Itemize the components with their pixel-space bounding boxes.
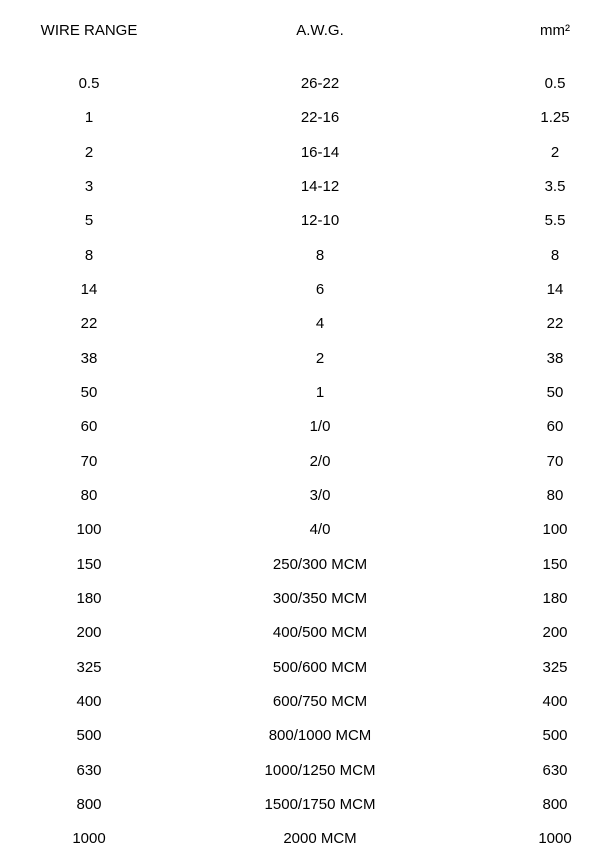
awg-cell: 14-12 [300, 177, 340, 195]
column-header-wire-range: WIRE RANGE [40, 21, 138, 39]
awg-cell: 1500/1750 MCM [264, 796, 376, 814]
table-row [0, 788, 612, 822]
mm2-cell: 0.5 [544, 74, 566, 92]
mm2-cell: 22 [546, 315, 564, 333]
awg-cell: 400/500 MCM [272, 624, 368, 642]
wire-range-cell: 0.5 [78, 74, 100, 92]
table-row [0, 136, 612, 170]
mm2-cell: 1.25 [540, 109, 570, 127]
awg-cell: 250/300 MCM [272, 555, 368, 573]
wire-range-cell: 80 [80, 487, 98, 505]
mm2-cell: 50 [546, 384, 564, 402]
table-body [0, 67, 612, 857]
mm2-cell: 80 [546, 487, 564, 505]
awg-cell: 1000/1250 MCM [264, 761, 376, 779]
column-header-awg: A.W.G. [296, 21, 344, 39]
awg-cell: 2/0 [309, 452, 331, 470]
table-row [0, 342, 612, 376]
awg-cell: 22-16 [300, 109, 340, 127]
wire-range-cell: 800 [76, 796, 102, 814]
mm2-cell: 3.5 [544, 177, 566, 195]
wire-range-cell: 5 [84, 212, 94, 230]
wire-range-cell: 3 [84, 177, 94, 195]
table-row [0, 720, 612, 754]
mm2-cell: 800 [542, 796, 568, 814]
mm2-cell: 150 [542, 555, 568, 573]
table-row [0, 307, 612, 341]
mm2-cell: 630 [542, 761, 568, 779]
column-header-mm2: mm² [540, 21, 570, 39]
wire-range-cell: 325 [76, 658, 102, 676]
table-row [0, 582, 612, 616]
awg-cell: 4/0 [309, 521, 331, 539]
wire-range-cell: 60 [80, 418, 98, 436]
table-row [0, 410, 612, 444]
table-header-row [0, 20, 612, 42]
awg-cell: 500/600 MCM [272, 658, 368, 676]
mm2-cell: 38 [546, 349, 564, 367]
mm2-cell: 200 [542, 624, 568, 642]
awg-cell: 26-22 [300, 74, 340, 92]
awg-cell: 16-14 [300, 143, 340, 161]
mm2-cell: 5.5 [544, 212, 566, 230]
table-row [0, 67, 612, 101]
table-row [0, 513, 612, 547]
table-row [0, 376, 612, 410]
awg-cell: 1 [315, 384, 325, 402]
wire-range-cell: 200 [76, 624, 102, 642]
table-row [0, 651, 612, 685]
awg-cell: 12-10 [300, 212, 340, 230]
wire-range-cell: 400 [76, 693, 102, 711]
mm2-cell: 2 [550, 143, 560, 161]
table-row [0, 170, 612, 204]
table-row [0, 273, 612, 307]
mm2-cell: 100 [542, 521, 568, 539]
table-row [0, 479, 612, 513]
table-row [0, 823, 612, 857]
mm2-cell: 180 [542, 590, 568, 608]
wire-range-cell: 50 [80, 384, 98, 402]
mm2-cell: 325 [542, 658, 568, 676]
mm2-cell: 400 [542, 693, 568, 711]
wire-range-cell: 14 [80, 280, 98, 298]
table-row [0, 239, 612, 273]
awg-cell: 800/1000 MCM [268, 727, 372, 745]
awg-cell: 4 [315, 315, 325, 333]
wire-range-cell: 22 [80, 315, 98, 333]
wire-range-cell: 1 [84, 109, 94, 127]
mm2-cell: 14 [546, 280, 564, 298]
awg-cell: 2 [315, 349, 325, 367]
table-row [0, 204, 612, 238]
wire-range-cell: 150 [76, 555, 102, 573]
awg-cell: 600/750 MCM [272, 693, 368, 711]
awg-cell: 2000 MCM [283, 830, 357, 848]
mm2-cell: 60 [546, 418, 564, 436]
wire-range-cell: 2 [84, 143, 94, 161]
table-row [0, 754, 612, 788]
table-row [0, 445, 612, 479]
wire-range-cell: 100 [76, 521, 102, 539]
table-row [0, 685, 612, 719]
mm2-cell: 500 [542, 727, 568, 745]
wire-range-cell: 8 [84, 246, 94, 264]
awg-cell: 6 [315, 280, 325, 298]
table-row [0, 101, 612, 135]
wire-range-cell: 70 [80, 452, 98, 470]
awg-cell: 3/0 [309, 487, 331, 505]
awg-cell: 8 [315, 246, 325, 264]
table-row [0, 617, 612, 651]
wire-range-cell: 180 [76, 590, 102, 608]
wire-range-cell: 500 [76, 727, 102, 745]
wire-range-cell: 1000 [72, 830, 106, 848]
mm2-cell: 8 [550, 246, 560, 264]
table-row [0, 548, 612, 582]
mm2-cell: 70 [546, 452, 564, 470]
wire-range-cell: 38 [80, 349, 98, 367]
mm2-cell: 1000 [538, 830, 572, 848]
awg-cell: 1/0 [309, 418, 331, 436]
wire-range-cell: 630 [76, 761, 102, 779]
awg-cell: 300/350 MCM [272, 590, 368, 608]
